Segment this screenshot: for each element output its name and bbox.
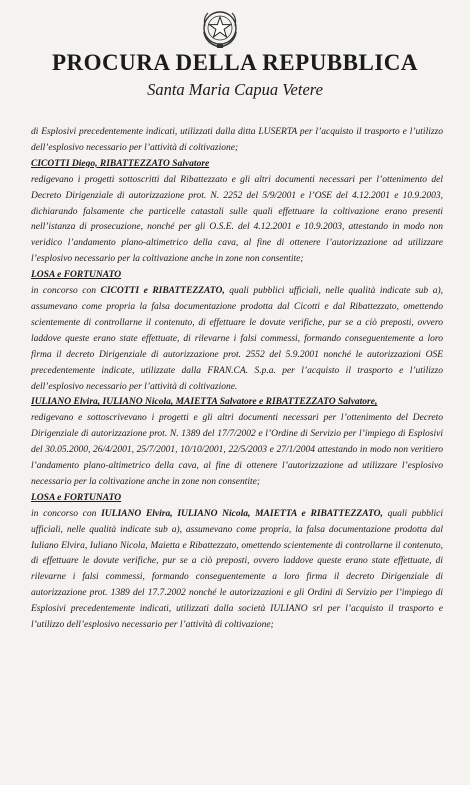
paragraph-5 bbox=[31, 507, 443, 634]
heading-cicotti-ribattezzato: CICOTTI Diego, RIBATTEZZATO Salvatore bbox=[31, 158, 210, 169]
paragraph-3-names: CICOTTI e RIBATTEZZATO, bbox=[100, 286, 225, 297]
paragraph-3 bbox=[31, 284, 443, 395]
paragraph-1: di Esplosivi precedentemente indicati, utilizzati dalla ditta LUSERTA per l’acquisto il trasporto e l’utilizzo dell’esplosivo necessario per l’attività di coltivazione; bbox=[31, 127, 443, 153]
paragraph-2: redigevano i progetti sottoscritti dal Ribattezzato e gli altri documenti necessari per l’ottenimento del Decreto Dirigenziale di autorizzazione prot. N. 2252 del 5/9/2001 e l’OSE del 4.12.2001 e 10.9.2003, dichiarando falsamente che particelle catastali sulle quali effettuare la coltivazione erano presenti nell’istanza di prosecuzione, nonché per gli O.S.E. del 4.12.2001 e 10.9.2003, attestando in modo non veridico l’andamento plano-altimetrico della cava, al fine di ottenere l’autorizzazione ad utilizzare l’esplosivo necessario per la coltivazione anche in zone non consentite; bbox=[31, 174, 443, 265]
italian-republic-emblem-icon bbox=[198, 6, 242, 50]
document-body bbox=[31, 125, 443, 634]
paragraph-3-lead: in concorso con bbox=[31, 286, 101, 297]
heading-iuliano-maietta: IULIANO Elvira, IULIANO Nicola, MAIETTA Salvatore e RIBATTEZZATO Salvatore, bbox=[31, 397, 378, 408]
paragraph-5-text: quali pubblici ufficiali, nelle qualità indicate sub a), assumevano come propria, la falsa documentazione prodotta dal Iuliano Elvira, Iuliano Nicola, Maietta e Ribattezzato, omettendo scientemente di controllarne il contenuto, di effettuare le dovute verifiche, pur se a ciò preposti, ovvero laddove queste erano state effettuate, di rilevarne i falsi commessi, formando conseguentemente a loro firma il decreto Dirigenziale di autorizzazione prot. 1389 del 17.7.2002 nonché le autorizzazioni e gli Ordini di Servizio per l’impiego di Esplosivi precedentemente indicati, utilizzati dalla società IULIANO srl per l’acquisto il trasporto e l’utilizzo dell’esplosivo necessario per l’attività di coltivazione; bbox=[31, 508, 444, 631]
paragraph-3-text: quali pubblici ufficiali, nelle qualità indicate sub a), assumevano come propria la falsa documentazione prodotta dal Cicotti e dal Ribattezzato, omettendo scientemente di controllarne il contenuto, di effettuare le dovute verifiche, pur se a ciò preposti, ovvero laddove queste erano state effettuate, di rilevarne i falsi commessi, formando conseguentemente a loro firma il decreto Dirigenziale di autorizzazione prot. 2552 del 5.9.2001 nonché le autorizzazioni OSE precedentemente indicate, utilizzate dalla FRAN.CA. S.p.a. per l’acquisto il trasporto e l’utilizzo dell’esplosivo necessario per l’attività di coltivazione. bbox=[31, 286, 443, 392]
page-title: PROCURA DELLA REPUBBLICA bbox=[52, 50, 418, 75]
paragraph-4: redigevano e sottoscrivevano i progetti e gli altri documenti necessari per l’ottenimento del Decreto Dirigenziale di autorizzazione prot. N. 1389 del 17/7/2002 e l’Ordine di Servizio per l’impiego di Esplosivi del 30.05.2000, 26/4/2001, 25/7/2001, 10/10/2001, 22/5/2003 e 27/1/2004 attestando in modo non veritiero l’andamento plano-altimetrico della cava, al fine di ottenere l’autorizzazione ad utilizzare l’esplosivo necessario per la coltivazione anche in zone non consentite; bbox=[31, 413, 443, 487]
heading-losa-fortunato-2: LOSA e FORTUNATO bbox=[31, 492, 122, 503]
paragraph-5-names: IULIANO Elvira, IULIANO Nicola, MAIETTA e RIBATTEZZATO, bbox=[101, 508, 383, 519]
paragraph-5-lead: in concorso con bbox=[31, 508, 102, 519]
heading-losa-fortunato-1: LOSA e FORTUNATO bbox=[31, 270, 122, 281]
page-subtitle: Santa Maria Capua Vetere bbox=[147, 80, 323, 99]
